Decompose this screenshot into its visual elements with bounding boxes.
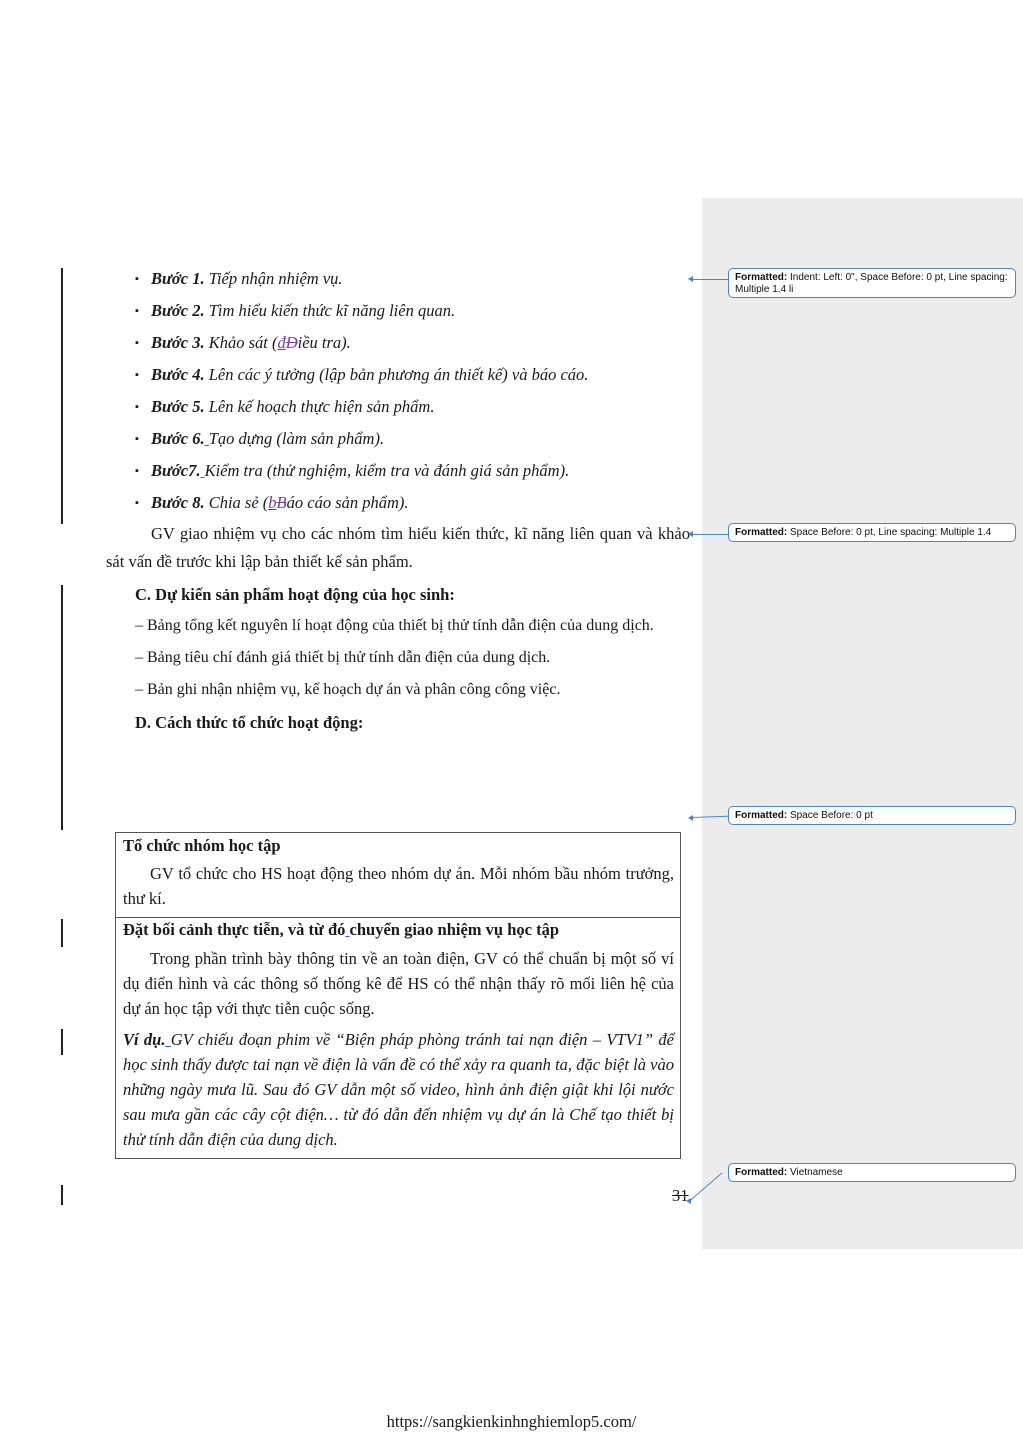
format-balloon[interactable]: Formatted: Space Before: 0 pt, Line spacing: Multiple 1.4 xyxy=(728,523,1016,542)
step-item: ▪ Bước 4. Lên các ý tưởng (lập bản phương án thiết kế) và báo cáo. xyxy=(135,365,589,384)
page-number: 31 xyxy=(672,1186,689,1205)
change-bar xyxy=(61,585,63,830)
step-item: ▪ Bước 3. Khảo sát (đĐiều tra). xyxy=(135,333,351,352)
tracked-deletion: Đ xyxy=(285,333,298,352)
balloon-leader xyxy=(692,279,728,280)
format-balloon[interactable]: Formatted: Indent: Left: 0", Space Before: 0 pt, Line spacing: Multiple 1.4 li xyxy=(728,268,1016,298)
comments-margin-pane xyxy=(702,198,1023,1249)
intro-paragraph: GV giao nhiệm vụ cho các nhóm tìm hiểu kiến thức, kĩ năng liên quan và khảo sát vấn đề trước khi lập bản thiết kế sản phẩm. xyxy=(106,524,690,571)
expected-product-item: – Bảng tổng kết nguyên lí hoạt động của thiết bị thử tính dẫn điện của dung dịch. xyxy=(135,617,654,634)
step-item: ▪ Bước 1. Tiếp nhận nhiệm vụ. xyxy=(135,269,343,288)
row1-text: GV tổ chức cho HS hoạt động theo nhóm dự án. Mỗi nhóm bầu nhóm trưởng, thư kí. xyxy=(123,864,674,908)
footer-url[interactable]: https://sangkienkinhnghiemlop5.com/ xyxy=(386,1412,637,1431)
arrow-icon xyxy=(688,531,693,537)
expected-product-item: – Bảng tiêu chí đánh giá thiết bị thử tính dẫn điện của dung dịch. xyxy=(135,649,551,666)
section-d-heading: D. Cách thức tổ chức hoạt động: xyxy=(135,713,364,732)
step-item: ▪ Bước 8. Chia sẻ (bBáo cáo sản phẩm). xyxy=(135,493,409,512)
tracked-deletion: B xyxy=(276,493,287,512)
row2-text: Trong phần trình bày thông tin về an toàn điện, GV có thể chuẩn bị một số ví dụ điển hình và các thông số thống kê để HS có thể nhận thấy rõ mối liên hệ của dự án học tập với thực tiễn cuộc sống. xyxy=(123,949,674,1018)
change-bar xyxy=(61,268,63,524)
section-c-heading: C. Dự kiến sản phẩm hoạt động của học sinh: xyxy=(135,585,455,604)
arrow-icon xyxy=(686,1198,691,1204)
step-item: ▪ Bước7. Kiểm tra (thử nghiệm, kiểm tra và đánh giá sản phẩm). xyxy=(135,461,570,480)
change-bar xyxy=(61,1029,63,1055)
tracked-insertion: b xyxy=(268,493,277,512)
row-divider xyxy=(116,917,680,918)
expected-product-item: – Bản ghi nhận nhiệm vụ, kế hoạch dự án và phân công công việc. xyxy=(135,681,561,698)
tracked-insertion: đ xyxy=(277,333,286,352)
arrow-icon xyxy=(688,276,693,282)
balloon-leader xyxy=(692,534,728,535)
row2-title: Đặt bối cảnh thực tiễn, và từ đó chuyển giao nhiệm vụ học tập xyxy=(123,920,560,939)
step-item: ▪ Bước 2. Tìm hiểu kiến thức kĩ năng liên quan. xyxy=(135,301,456,320)
format-balloon[interactable]: Formatted: Space Before: 0 pt xyxy=(728,806,1016,825)
example-text: Ví dụ. GV chiếu đoạn phim về “Biện pháp phòng tránh tai nạn điện – VTV1” để học sinh thấy được tai nạn về điện là vấn đề có thể xảy ra quanh ta, đặc biệt là vào những ngày mưa lũ. Sau đó GV dẫn một số video, hình ảnh điện giật khi lội nước sau mưa gần các cây cột điện… từ đó dẫn đến nhiệm vụ dự án là Chế tạo thiết bị thử tính dẫn điện của dung dịch. xyxy=(123,1030,674,1149)
arrow-icon xyxy=(688,815,693,821)
format-balloon[interactable]: Formatted: Vietnamese xyxy=(728,1163,1016,1182)
step-item: ▪ Bước 5. Lên kế hoạch thực hiện sản phẩm. xyxy=(135,397,435,416)
activity-table xyxy=(115,832,681,1159)
change-bar xyxy=(61,919,63,947)
change-bar xyxy=(61,1185,63,1205)
row1-title: Tổ chức nhóm học tập xyxy=(123,836,281,855)
step-item: ▪ Bước 6. Tạo dựng (làm sản phẩm). xyxy=(135,429,385,448)
